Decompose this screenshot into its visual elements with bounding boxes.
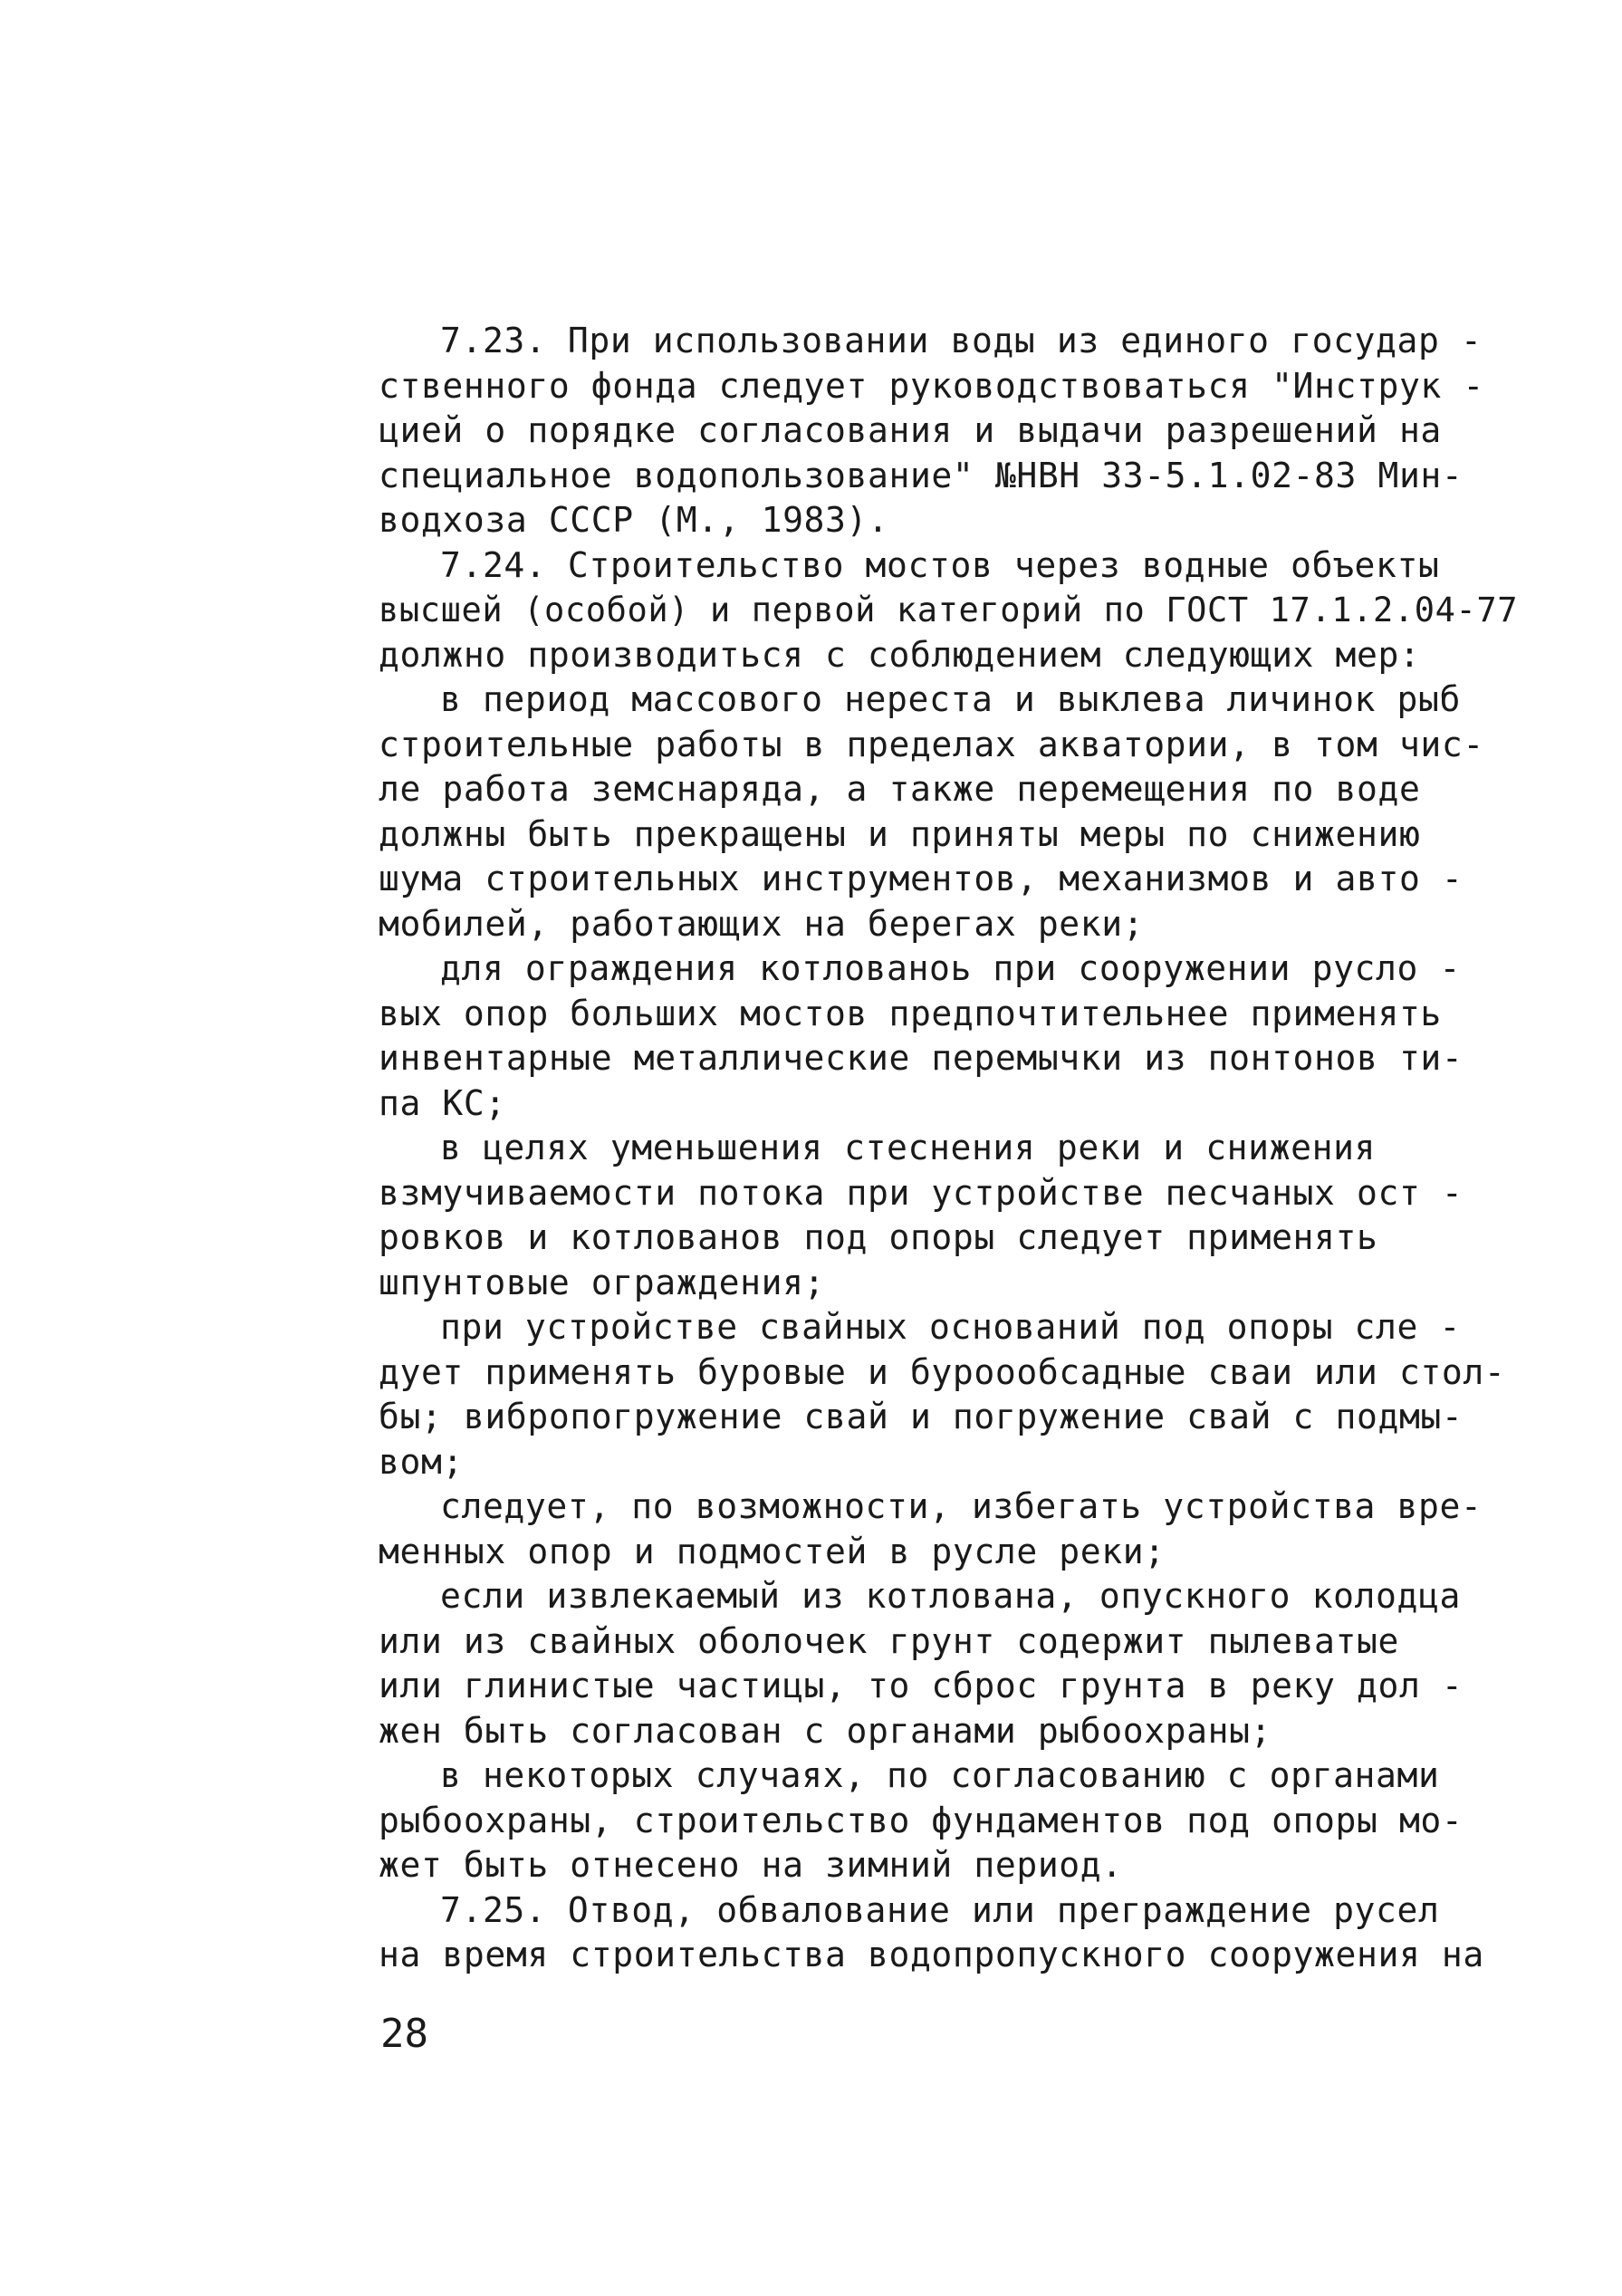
text-line: цией о порядке согласования и выдачи разрешений на	[379, 410, 1442, 450]
paragraph-start-line: в период массового нереста и выклева личинок рыб	[440, 679, 1461, 719]
text-line: шпунтовые ограждения;	[379, 1262, 826, 1302]
text-line: должно производиться с соблюдением следующих мер:	[379, 634, 1421, 675]
text-line: или из свайных оболочек грунт содержит пылеватые	[379, 1620, 1399, 1661]
text-line: ровков и котлованов под опоры следует применять	[379, 1217, 1378, 1257]
text-line: дует применять буровые и буроообсадные сваи или стол-	[379, 1351, 1506, 1392]
paragraph-start-line: при устройстве свайных оснований под опоры сле -	[440, 1307, 1461, 1347]
text-line: или глинистые частицы, то сброс грунта в реку дол -	[379, 1666, 1464, 1705]
body-text	[379, 319, 1524, 1978]
text-line: водхоза СССР (М., 1983).	[379, 500, 889, 540]
text-line: взмучиваемости потока при устройстве песчаных ост -	[379, 1172, 1464, 1213]
text-line: вом;	[379, 1441, 464, 1482]
text-line: шума строительных инструментов, механизмов и авто -	[379, 859, 1464, 898]
text-line: строительные работы в пределах акватории, в том чис-	[379, 724, 1484, 764]
text-line: рыбоохраны, строительство фундаментов под опоры мо-	[379, 1800, 1464, 1840]
paragraph-start-line: следует, по возможности, избегать устройства вре-	[440, 1486, 1483, 1526]
paragraph-start-line: 7.23. При использовании воды из единого государ -	[440, 321, 1483, 360]
text-line: ле работа земснаряда, а также перемещения по воде	[379, 769, 1421, 809]
paragraph-start-line: в некоторых случаях, по согласованию с органами	[440, 1755, 1440, 1795]
text-line: высшей (особой) и первой категорий по ГОСТ 17.1.2.04-77	[379, 591, 1519, 629]
text-line: менных опор и подмостей в русле реки;	[379, 1531, 1166, 1571]
text-line: вых опор больших мостов предпочтительнее применять	[379, 993, 1442, 1033]
paragraph-start-line: для ограждения котлованоь при сооружении русло -	[440, 948, 1461, 988]
text-line: специальное водопользование" №НВН 33-5.1.02-83 Мин-	[379, 455, 1464, 495]
text-line: ственного фонда следует руководствоваться "Инструк -	[379, 365, 1484, 406]
paragraph-start-line: если извлекаемый из котлована, опускного колодца	[440, 1576, 1461, 1616]
text-line: на время строительства водопропускного сооружения на	[379, 1935, 1484, 1974]
paragraph-start-line: 7.25. Отвод, обвалование или преграждение русел	[440, 1889, 1440, 1930]
page-number: 28	[380, 2011, 428, 2057]
text-line: жен быть согласован с органами рыбоохраны;	[379, 1710, 1272, 1751]
text-line: мобилей, работающих на берегах реки;	[379, 903, 1145, 944]
text-line: па КС;	[379, 1082, 506, 1123]
text-line: инвентарные металлические перемычки из понтонов ти-	[379, 1038, 1464, 1078]
text-line: жет быть отнесено на зимний период.	[379, 1845, 1123, 1885]
text-line: бы; вибропогружение свай и погружение свай с подмы-	[379, 1397, 1464, 1436]
paragraph-start-line: 7.24. Строительство мостов через водные объекты	[440, 544, 1440, 585]
text-line: должны быть прекращены и приняты меры по снижению	[379, 813, 1421, 854]
paragraph-start-line: в целях уменьшения стеснения реки и снижения	[440, 1128, 1377, 1167]
